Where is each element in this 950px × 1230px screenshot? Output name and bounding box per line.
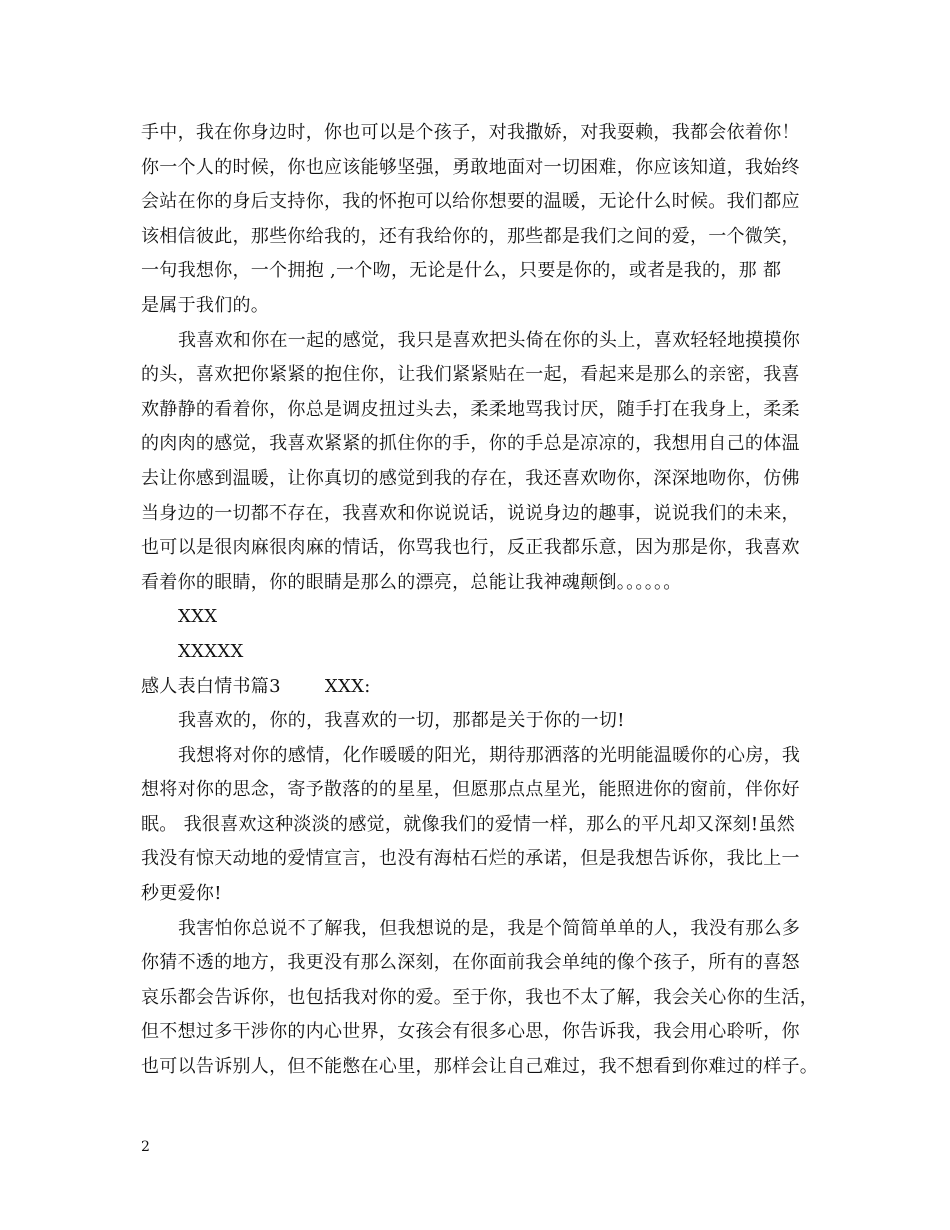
letter-title: 感人表白情书篇3 (141, 675, 281, 697)
text-line: 是属于我们的。 (141, 294, 270, 316)
signature-text: XXX (178, 606, 218, 628)
text-line: 你猜不透的地方，我更没有那么深刻，在你面前我会单纯的像个孩子，所有的喜怒 (141, 952, 800, 974)
paragraph (141, 704, 821, 739)
text-line: 该相信彼此，那些你给我的，还有我给你的，那些都是我们之间的爱，一个微笑， (141, 225, 800, 247)
text-line: 秒更爱你! (141, 883, 222, 905)
text-line: 欢静静的看着你，你总是调皮扭过头去，柔柔地骂我讨厌，随手打在我身上，柔柔 (141, 398, 800, 420)
paragraph-continuation (141, 116, 821, 324)
paragraph (141, 912, 821, 1085)
text-line: 一句我想你，一个拥抱 ,一个吻，无论是什么，只要是你的，或者是我的，那 都 (141, 260, 782, 282)
letter-heading (141, 670, 821, 705)
text-line: 眠。 我很喜欢这种淡淡的感觉，就像我们的爱情一样，那么的平凡却又深刻!虽然 (141, 813, 796, 835)
text-line: 的肉肉的感觉，我喜欢紧紧的抓住你的手，你的手总是凉凉的，我想用自己的体温 (141, 433, 800, 455)
text-line: 也可以是很肉麻很肉麻的情话，你骂我也行，反正我都乐意，因为那是你，我喜欢 (141, 537, 800, 559)
paragraph (141, 324, 821, 601)
signature-text: XXXXX (178, 640, 244, 662)
page-number: 2 (141, 1139, 150, 1155)
text-line: 但不想过多干涉你的内心世界，女孩会有很多心思，你告诉我，我会用心聆听，你 (141, 1021, 800, 1043)
letter-salutation: XXX: (324, 675, 371, 697)
signature-line (141, 635, 821, 670)
text-line: 当身边的一切都不存在，我喜欢和你说说话，说说身边的趣事，说说我们的未来， (141, 502, 800, 524)
text-line: 哀乐都会告诉你，也包括我对你的爱。至于你，我也不太了解，我会关心你的生活， (141, 986, 819, 1008)
text-line: 也可以告诉别人，但不能憋在心里，那样会让自己难过，我不想看到你难过的样子。 (141, 1056, 819, 1078)
text-line: 想将对你的思念，寄予散落的的星星，但愿那点点星光，能照进你的窗前，伴你好 (141, 779, 800, 801)
text-line: 我害怕你总说不了解我，但我想说的是，我是个简简单单的人，我没有那么多 (178, 917, 801, 939)
text-line: 手中，我在你身边时，你也可以是个孩子，对我撒娇，对我耍赖，我都会依着你！ (141, 122, 800, 143)
text-line: 我想将对你的感情，化作暖暖的阳光，期待那洒落的光明能温暖你的心房，我 (178, 744, 801, 766)
text-line: 去让你感到温暖，让你真切的感觉到我的存在，我还喜欢吻你，深深地吻你，仿佛 (141, 467, 800, 489)
text-line: 会站在你的身后支持你，我的怀抱可以给你想要的温暖，无论什么时候。我们都应 (141, 191, 800, 213)
signature-line (141, 600, 821, 635)
text-line: 的头，喜欢把你紧紧的抱住你，让我们紧紧贴在一起，看起来是那么的亲密，我喜 (141, 364, 800, 386)
text-line: 看着你的眼睛，你的眼睛是那么的漂亮，总能让我神魂颠倒。。。。。。 (141, 571, 682, 593)
document-body (141, 116, 821, 1085)
text-line: 我喜欢的，你的，我喜欢的一切，那都是关于你的一切! (178, 710, 625, 732)
paragraph (141, 739, 821, 912)
text-line: 我喜欢和你在一起的感觉，我只是喜欢把头倚在你的头上，喜欢轻轻地摸摸你 (178, 329, 801, 351)
text-line: 你一个人的时候，你也应该能够坚强，勇敢地面对一切困难，你应该知道，我始终 (141, 156, 800, 178)
text-line: 我没有惊天动地的爱情宣言，也没有海枯石烂的承诺，但是我想告诉你，我比上一 (141, 848, 800, 870)
